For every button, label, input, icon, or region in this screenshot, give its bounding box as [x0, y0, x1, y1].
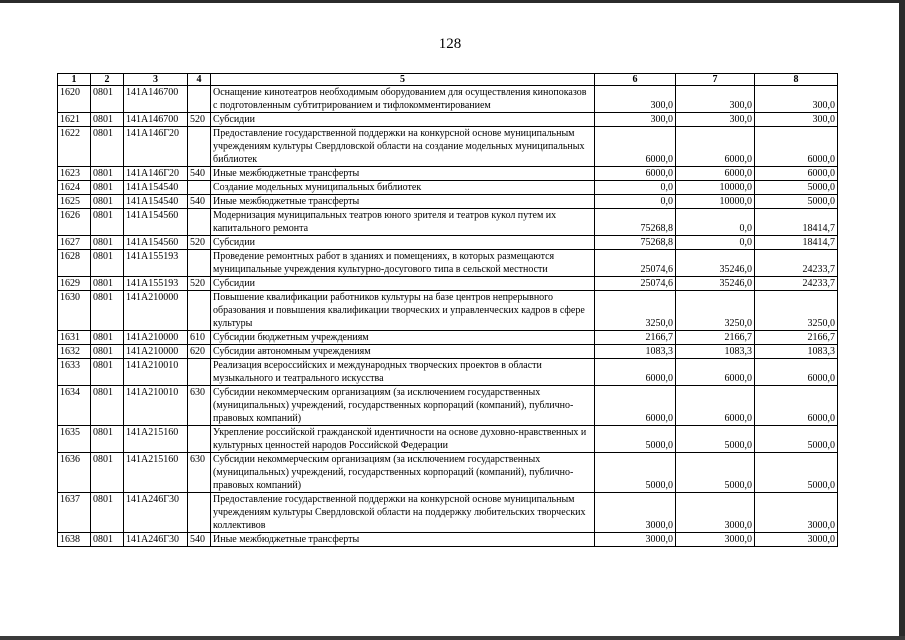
amount-col7: 3000,0	[676, 493, 755, 533]
amount-col6: 75268,8	[595, 209, 676, 236]
row-number: 1635	[58, 426, 91, 453]
amount-col8: 300,0	[755, 86, 838, 113]
column-header: 6	[595, 74, 676, 86]
table-row	[58, 250, 838, 277]
table-row	[58, 277, 838, 291]
description: Иные межбюджетные трансферты	[211, 533, 595, 547]
budget-table	[57, 73, 838, 547]
target-article-code: 141A146Г20	[124, 167, 188, 181]
table-row	[58, 359, 838, 386]
target-article-code: 141A210010	[124, 386, 188, 426]
amount-col6: 6000,0	[595, 359, 676, 386]
amount-col8: 3000,0	[755, 533, 838, 547]
row-number: 1625	[58, 195, 91, 209]
expense-type-code: 520	[188, 277, 211, 291]
amount-col6: 0,0	[595, 181, 676, 195]
section-code: 0801	[91, 331, 124, 345]
amount-col6: 6000,0	[595, 386, 676, 426]
description: Субсидии	[211, 236, 595, 250]
target-article-code: 141A146700	[124, 86, 188, 113]
row-number: 1620	[58, 86, 91, 113]
amount-col7: 5000,0	[676, 453, 755, 493]
table-row	[58, 453, 838, 493]
target-article-code: 141A215160	[124, 453, 188, 493]
row-number: 1633	[58, 359, 91, 386]
amount-col8: 1083,3	[755, 345, 838, 359]
target-article-code: 141A154560	[124, 236, 188, 250]
target-article-code: 141A246Г30	[124, 533, 188, 547]
column-header: 3	[124, 74, 188, 86]
expense-type-code: 540	[188, 533, 211, 547]
target-article-code: 141A210000	[124, 291, 188, 331]
table-row	[58, 127, 838, 167]
row-number: 1629	[58, 277, 91, 291]
table-row	[58, 236, 838, 250]
target-article-code: 141A155193	[124, 277, 188, 291]
amount-col7: 35246,0	[676, 250, 755, 277]
amount-col8: 3000,0	[755, 493, 838, 533]
row-number: 1626	[58, 209, 91, 236]
expense-type-code	[188, 86, 211, 113]
description: Реализация всероссийских и международных творческих проектов в области музыкального и театрального искусства	[211, 359, 595, 386]
section-code: 0801	[91, 181, 124, 195]
amount-col7: 6000,0	[676, 359, 755, 386]
description: Предоставление государственной поддержки на конкурсной основе муниципальным учреждениям культуры Свердловской области на создание модельных муниципальных библиотек	[211, 127, 595, 167]
section-code: 0801	[91, 359, 124, 386]
scan-border-bottom	[0, 636, 905, 640]
amount-col6: 300,0	[595, 113, 676, 127]
row-number: 1637	[58, 493, 91, 533]
amount-col8: 5000,0	[755, 195, 838, 209]
section-code: 0801	[91, 453, 124, 493]
description: Модернизация муниципальных театров юного зрителя и театров кукол путем их капитального ремонта	[211, 209, 595, 236]
amount-col8: 3250,0	[755, 291, 838, 331]
expense-type-code	[188, 291, 211, 331]
expense-type-code: 540	[188, 167, 211, 181]
amount-col7: 2166,7	[676, 331, 755, 345]
expense-type-code	[188, 181, 211, 195]
amount-col7: 0,0	[676, 209, 755, 236]
amount-col7: 6000,0	[676, 167, 755, 181]
amount-col7: 5000,0	[676, 426, 755, 453]
description: Проведение ремонтных работ в зданиях и помещениях, в которых размещаются муниципальные учреждения культурно-досугового типа в сельской местности	[211, 250, 595, 277]
amount-col6: 25074,6	[595, 250, 676, 277]
header-row	[58, 74, 838, 86]
amount-col6: 5000,0	[595, 426, 676, 453]
target-article-code: 141A210000	[124, 345, 188, 359]
section-code: 0801	[91, 345, 124, 359]
target-article-code: 141A146700	[124, 113, 188, 127]
amount-col7: 3000,0	[676, 533, 755, 547]
table-row	[58, 195, 838, 209]
row-number: 1632	[58, 345, 91, 359]
expense-type-code: 540	[188, 195, 211, 209]
row-number: 1622	[58, 127, 91, 167]
row-number: 1628	[58, 250, 91, 277]
amount-col6: 6000,0	[595, 127, 676, 167]
row-number: 1631	[58, 331, 91, 345]
table-row	[58, 386, 838, 426]
description: Субсидии бюджетным учреждениям	[211, 331, 595, 345]
section-code: 0801	[91, 127, 124, 167]
amount-col8: 5000,0	[755, 181, 838, 195]
target-article-code: 141A210000	[124, 331, 188, 345]
expense-type-code	[188, 209, 211, 236]
table-row	[58, 86, 838, 113]
table-row	[58, 167, 838, 181]
target-article-code: 141A155193	[124, 250, 188, 277]
page-number: 128	[438, 36, 462, 52]
amount-col7: 0,0	[676, 236, 755, 250]
amount-col6: 3000,0	[595, 533, 676, 547]
amount-col6: 300,0	[595, 86, 676, 113]
section-code: 0801	[91, 386, 124, 426]
description: Укрепление российской гражданской идентичности на основе духовно-нравственных и культурных ценностей народов Российской Федерации	[211, 426, 595, 453]
description: Создание модельных муниципальных библиотек	[211, 181, 595, 195]
amount-col8: 300,0	[755, 113, 838, 127]
amount-col7: 10000,0	[676, 195, 755, 209]
expense-type-code: 620	[188, 345, 211, 359]
section-code: 0801	[91, 167, 124, 181]
amount-col7: 6000,0	[676, 386, 755, 426]
column-header: 2	[91, 74, 124, 86]
description: Субсидии	[211, 113, 595, 127]
description: Предоставление государственной поддержки на конкурсной основе муниципальным учреждениям культуры Свердловской области на поддержку любительских творческих коллективов	[211, 493, 595, 533]
row-number: 1634	[58, 386, 91, 426]
amount-col8: 6000,0	[755, 127, 838, 167]
row-number: 1627	[58, 236, 91, 250]
amount-col8: 6000,0	[755, 359, 838, 386]
amount-col7: 300,0	[676, 86, 755, 113]
column-header: 7	[676, 74, 755, 86]
section-code: 0801	[91, 113, 124, 127]
row-number: 1630	[58, 291, 91, 331]
amount-col6: 3250,0	[595, 291, 676, 331]
table-row	[58, 209, 838, 236]
expense-type-code: 630	[188, 386, 211, 426]
target-article-code: 141A210010	[124, 359, 188, 386]
column-header: 4	[188, 74, 211, 86]
description: Иные межбюджетные трансферты	[211, 195, 595, 209]
row-number: 1638	[58, 533, 91, 547]
amount-col6: 3000,0	[595, 493, 676, 533]
section-code: 0801	[91, 533, 124, 547]
amount-col7: 6000,0	[676, 127, 755, 167]
section-code: 0801	[91, 291, 124, 331]
expense-type-code	[188, 426, 211, 453]
expense-type-code	[188, 250, 211, 277]
expense-type-code: 610	[188, 331, 211, 345]
row-number: 1636	[58, 453, 91, 493]
target-article-code: 141A246Г30	[124, 493, 188, 533]
description: Субсидии	[211, 277, 595, 291]
section-code: 0801	[91, 426, 124, 453]
amount-col6: 1083,3	[595, 345, 676, 359]
table-row	[58, 291, 838, 331]
description: Субсидии некоммерческим организациям (за исключением государственных (муниципальных) учреждений, государственных корпораций (компаний), публично-правовых компаний)	[211, 386, 595, 426]
scan-border-right	[899, 0, 905, 640]
amount-col8: 24233,7	[755, 277, 838, 291]
expense-type-code: 520	[188, 113, 211, 127]
table-row	[58, 181, 838, 195]
amount-col7: 3250,0	[676, 291, 755, 331]
expense-type-code	[188, 359, 211, 386]
column-header: 1	[58, 74, 91, 86]
description: Повышение квалификации работников культуры на базе центров непрерывного образования и повышения квалификации творческих и управленческих кадров в сфере культуры	[211, 291, 595, 331]
target-article-code: 141A154540	[124, 195, 188, 209]
expense-type-code	[188, 127, 211, 167]
table-row	[58, 331, 838, 345]
amount-col6: 75268,8	[595, 236, 676, 250]
column-header: 5	[211, 74, 595, 86]
row-number: 1624	[58, 181, 91, 195]
section-code: 0801	[91, 236, 124, 250]
amount-col6: 6000,0	[595, 167, 676, 181]
section-code: 0801	[91, 86, 124, 113]
amount-col6: 2166,7	[595, 331, 676, 345]
amount-col8: 18414,7	[755, 209, 838, 236]
section-code: 0801	[91, 250, 124, 277]
amount-col8: 18414,7	[755, 236, 838, 250]
column-header: 8	[755, 74, 838, 86]
target-article-code: 141A146Г20	[124, 127, 188, 167]
expense-type-code: 520	[188, 236, 211, 250]
section-code: 0801	[91, 493, 124, 533]
table-row	[58, 533, 838, 547]
target-article-code: 141A215160	[124, 426, 188, 453]
amount-col6: 5000,0	[595, 453, 676, 493]
expense-type-code	[188, 493, 211, 533]
section-code: 0801	[91, 195, 124, 209]
description: Субсидии автономным учреждениям	[211, 345, 595, 359]
amount-col7: 300,0	[676, 113, 755, 127]
section-code: 0801	[91, 277, 124, 291]
description: Оснащение кинотеатров необходимым оборудованием для осуществления кинопоказов с подготовленным субтитрированием и тифлокомментированием	[211, 86, 595, 113]
section-code: 0801	[91, 209, 124, 236]
table-row	[58, 426, 838, 453]
table-row	[58, 345, 838, 359]
amount-col8: 24233,7	[755, 250, 838, 277]
amount-col8: 6000,0	[755, 167, 838, 181]
amount-col8: 5000,0	[755, 426, 838, 453]
amount-col8: 5000,0	[755, 453, 838, 493]
row-number: 1623	[58, 167, 91, 181]
table-row	[58, 493, 838, 533]
amount-col7: 35246,0	[676, 277, 755, 291]
amount-col8: 2166,7	[755, 331, 838, 345]
amount-col6: 25074,6	[595, 277, 676, 291]
description: Иные межбюджетные трансферты	[211, 167, 595, 181]
amount-col7: 10000,0	[676, 181, 755, 195]
target-article-code: 141A154540	[124, 181, 188, 195]
amount-col6: 0,0	[595, 195, 676, 209]
amount-col7: 1083,3	[676, 345, 755, 359]
target-article-code: 141A154560	[124, 209, 188, 236]
amount-col8: 6000,0	[755, 386, 838, 426]
description: Субсидии некоммерческим организациям (за исключением государственных (муниципальных) учреждений, государственных корпораций (компаний), публично-правовых компаний)	[211, 453, 595, 493]
expense-type-code: 630	[188, 453, 211, 493]
table-row	[58, 113, 838, 127]
scan-border-top	[0, 0, 905, 3]
row-number: 1621	[58, 113, 91, 127]
